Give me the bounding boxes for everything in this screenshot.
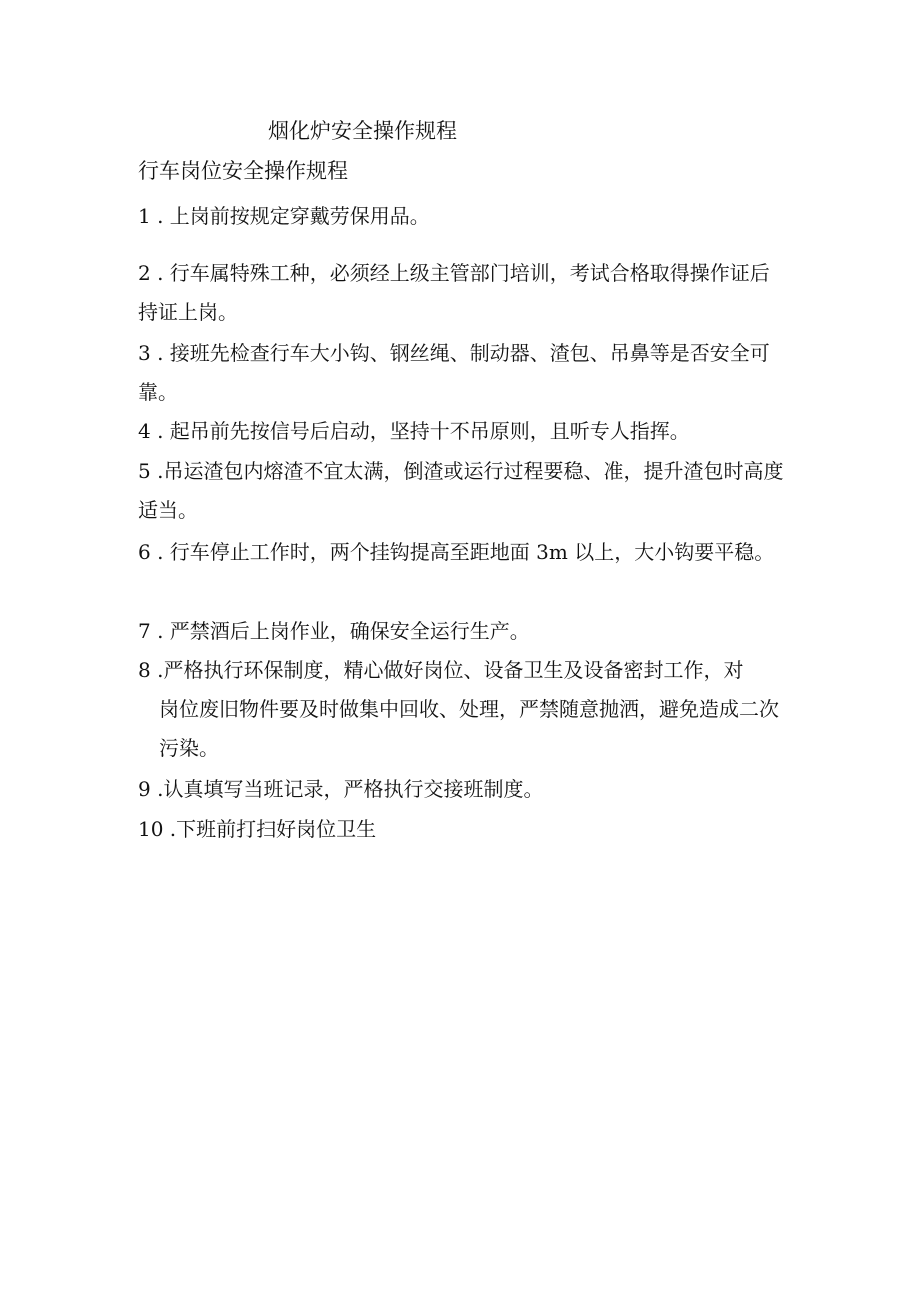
- list-item-3: 3 . 接班先检查行车大小钩、钢丝绳、制动器、渣包、吊鼻等是否安全可靠。: [138, 341, 770, 404]
- list-item-1: 1 . 上岗前按规定穿戴劳保用品。: [138, 204, 430, 228]
- list-item-8-first-line: 8 .严格执行环保制度，精心做好岗位、设备卫生及设备密封工作，对: [138, 658, 744, 682]
- list-item-10: 10 .下班前打扫好岗位卫生: [138, 817, 377, 841]
- list-item-4: 4 . 起吊前先按信号后启动，坚持十不吊原则，且听专人指挥。: [138, 419, 690, 443]
- list-item-6: 6 . 行车停止工作时，两个挂钩提高至距地面 3m 以上，大小钩要平稳。: [138, 540, 775, 564]
- list-item-8: [138, 651, 790, 768]
- list-item-8-continuation: 岗位废旧物件要及时做集中回收、处理，严禁随意抛洒，避免造成二次污染。: [159, 697, 779, 760]
- list-item-5: 5 .吊运渣包内熔渣不宜太满，倒渣或运行过程要稳、准，提升渣包时高度适当。: [138, 459, 784, 522]
- document-subtitle: 行车岗位安全操作规程: [138, 159, 348, 183]
- document-title: 烟化炉安全操作规程: [268, 119, 457, 143]
- list-item-7: 7 . 严禁酒后上岗作业，确保安全运行生产。: [138, 619, 530, 643]
- list-item-9: 9 .认真填写当班记录，严格执行交接班制度。: [138, 777, 544, 801]
- list-item-2: 2 . 行车属特殊工种，必须经上级主管部门培训，考试合格取得操作证后持证上岗。: [138, 261, 770, 324]
